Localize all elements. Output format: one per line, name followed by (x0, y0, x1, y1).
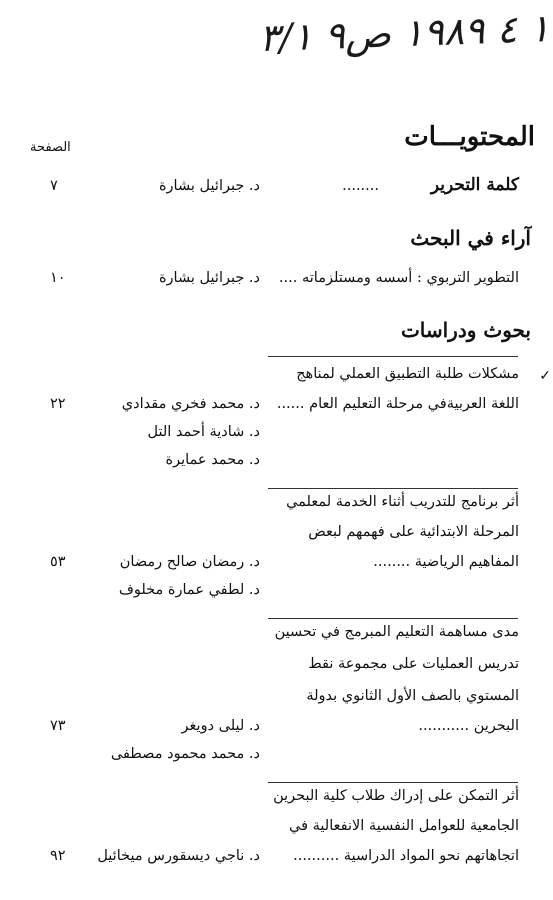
editorial-page: ٧ (50, 178, 58, 194)
study-3-line-2: تدريس العمليات على مجموعة نقط (308, 656, 519, 672)
opinions-entry-text: التطوير التربوي : أسسه ومستلزماته .... (278, 270, 519, 286)
study-4-line-2: الجامعية للعوامل النفسية الانفعالية في (289, 818, 519, 834)
study-2-page: ٥٣ (50, 554, 66, 570)
study-3-line-4: البحرين ........... (418, 718, 519, 734)
study-2-line-2: المرحلة الابتدائية على فهمهم لبعض (308, 524, 519, 540)
study-1-line-2: اللغة العربيةفي مرحلة التعليم العام ...... (276, 396, 519, 412)
study-4-line-3: اتجاهاتهم نحو المواد الدراسية .......... (293, 848, 519, 864)
study-4-page: ٩٢ (50, 848, 66, 864)
handwritten-note: ١ ٤ ١٩٨٩ ص٩ ٣/١ (258, 6, 551, 61)
study-1-author-1: د. محمد فخري مقدادي (121, 396, 260, 412)
study-1-page: ٢٢ (50, 396, 66, 412)
opinions-page: ١٠ (50, 270, 66, 286)
page-column-label: الصفحة (30, 140, 71, 155)
study-2-author-row-1 (0, 554, 553, 580)
page-title: المحتويـــات (404, 122, 535, 152)
study-2-author-2: د. لطفي عمارة مخلوف (118, 582, 260, 598)
section-heading-opinions: آراء في البحث (410, 226, 531, 250)
opinions-author: د. جبرائيل بشارة (158, 270, 260, 286)
study-1-author-3: د. محمد عمايرة (165, 452, 260, 468)
study-3-line-1: مدى مساهمة التعليم المبرمج في تحسين (274, 624, 519, 640)
study-3-author-1: د. ليلى دويغر (181, 718, 260, 734)
editorial-author-row (0, 178, 553, 204)
divider-rule (268, 356, 518, 357)
section-heading-studies: بحوث ودراسات (400, 318, 531, 342)
study-3-author-row-1 (0, 718, 553, 744)
editorial-dots: ........ (342, 178, 379, 194)
study-3-line-3: المستوي بالصف الأول الثانوي بدولة (306, 688, 519, 704)
study-2-author-1: د. رمضان صالح رمضان (119, 554, 260, 570)
study-3-author-2: د. محمد محمود مصطفى (110, 746, 260, 762)
study-3-author-row-2 (0, 746, 553, 772)
study-1-author-row-3 (0, 452, 553, 478)
study-1-author-row-1 (0, 396, 553, 422)
study-1-author-2: د. شادية أحمد التل (147, 424, 260, 440)
divider-rule (268, 488, 518, 489)
study-4-author-row-1 (0, 848, 553, 874)
study-4-line-1: أثر التمكن على إدراك طلاب كلية البحرين (273, 788, 519, 804)
divider-rule (268, 782, 518, 783)
opinions-author-row (0, 270, 553, 296)
study-2-author-row-2 (0, 582, 553, 608)
check-mark-icon: ✓ (539, 368, 551, 384)
study-2-line-1: أثر برنامج للتدريب أثناء الخدمة لمعلمي (286, 494, 519, 510)
study-3-page: ٧٣ (50, 718, 66, 734)
study-2-line-3: المفاهيم الرياضية ........ (373, 554, 519, 570)
editorial-title: كلمة التحرير (430, 175, 519, 195)
study-4-author-1: د. ناجي ديسقورس ميخائيل (97, 848, 260, 864)
divider-rule (268, 618, 518, 619)
study-1-author-row-2 (0, 424, 553, 450)
study-1-line-1: مشكلات طلبة التطبيق العملي لمناهج (296, 366, 519, 382)
editorial-author: د. جبرائيل بشارة (158, 178, 260, 194)
